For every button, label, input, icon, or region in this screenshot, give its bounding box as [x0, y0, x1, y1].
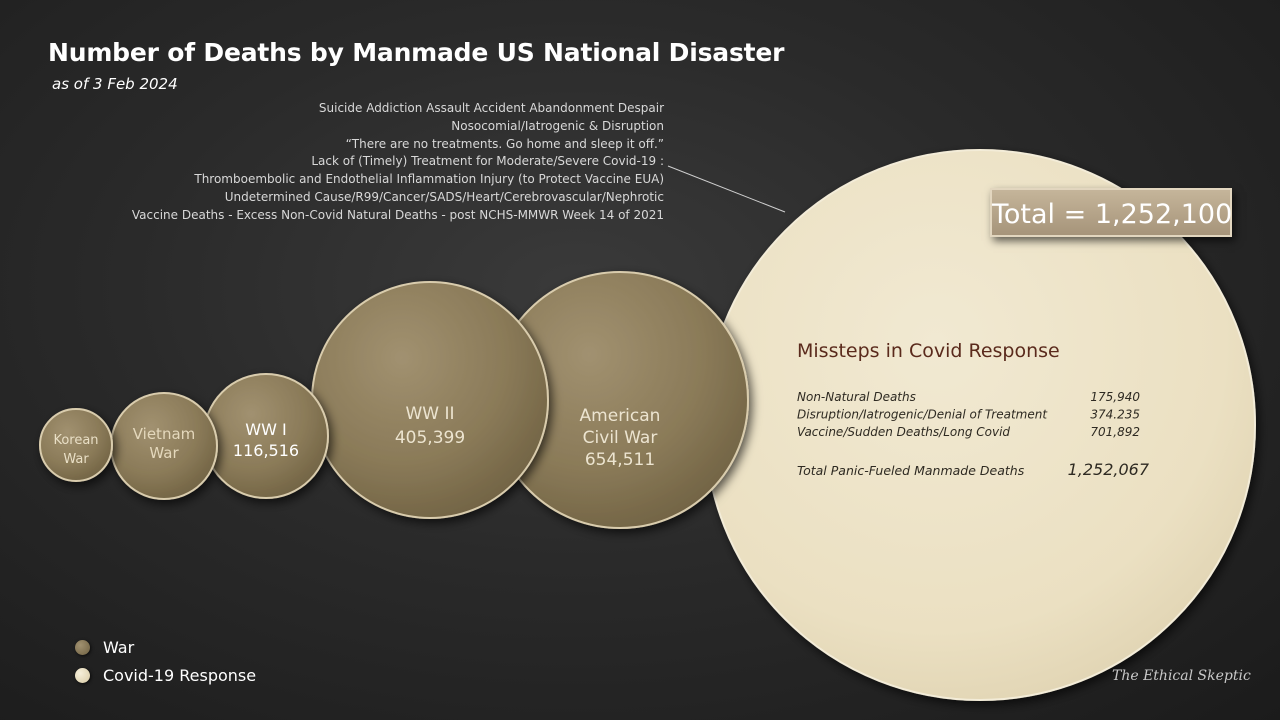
breakdown-total-value: 1,252,067 — [1067, 460, 1149, 479]
bubble-value: 116,516 — [232, 441, 300, 460]
annotation-line: Nosocomial/Iatrogenic & Disruption — [451, 118, 664, 133]
breakdown-row-value: 374.235 — [1090, 407, 1140, 422]
bubble-value: 654,511 — [584, 450, 656, 470]
bubble-korean-war — [40, 409, 112, 481]
bubble-label: WW I — [245, 420, 287, 439]
bubble-circle — [312, 282, 548, 518]
bubble-label: Vietnam — [132, 425, 196, 443]
bubble-label: War — [63, 452, 89, 467]
chart-subtitle: as of 3 Feb 2024 — [52, 75, 178, 93]
breakdown-total-label: Total Panic-Fueled Manmade Deaths — [797, 463, 1025, 478]
breakdown-row-label: Non-Natural Deaths — [797, 390, 916, 404]
legend — [75, 633, 256, 689]
breakdown-row-label: Disruption/Iatrogenic/Denial of Treatment — [797, 407, 1048, 422]
bubble-label: War — [149, 444, 179, 462]
annotation-line: “There are no treatments. Go home and sleep it off.” — [345, 136, 664, 151]
legend-label-covid: Covid-19 Response — [103, 665, 257, 685]
annotation-line: Undetermined Cause/R99/Cancer/SADS/Heart/Cerebrovascular/Nephrotic — [224, 189, 664, 204]
annotation-line: Suicide Addiction Assault Accident Abandonment Despair — [318, 101, 664, 115]
legend-swatch-war — [75, 640, 90, 655]
annotation-line: Lack of (Timely) Treatment for Moderate/Severe Covid-19 : — [311, 154, 664, 169]
bubble-label: WW II — [405, 404, 455, 424]
breakdown-row-label: Vaccine/Sudden Deaths/Long Covid — [797, 425, 1011, 439]
chart-title: Number of Deaths by Manmade US National Disaster — [48, 38, 785, 67]
legend-swatch-covid — [75, 668, 90, 683]
legend-label-war: War — [103, 637, 135, 657]
watermark: The Ethical Skeptic — [1112, 668, 1251, 684]
bubble-value: 405,399 — [394, 428, 466, 448]
total-label: Total = 1,252,100 — [990, 188, 1232, 237]
legend-item-covid — [75, 661, 256, 689]
breakdown-title: Missteps in Covid Response — [797, 340, 1060, 362]
bubble-ww-i — [204, 374, 328, 498]
breakdown-row-value: 701,892 — [1090, 425, 1140, 439]
bubble-vietnam-war — [111, 393, 217, 499]
legend-item-war — [75, 633, 256, 661]
bubble-label: Civil War — [582, 428, 658, 448]
annotation-line: Thromboembolic and Endothelial Inflammation Injury (to Protect Vaccine EUA) — [194, 172, 664, 187]
bubble-label: American — [579, 406, 661, 426]
breakdown-row-value: 175,940 — [1090, 390, 1140, 404]
annotation-leader-line — [668, 166, 785, 212]
bubble-label: Korean — [53, 433, 99, 448]
annotation-line: Vaccine Deaths - Excess Non-Covid Natural Deaths - post NCHS-MMWR Week 14 of 2021 — [131, 207, 664, 222]
bubble-ww-ii — [312, 282, 548, 518]
